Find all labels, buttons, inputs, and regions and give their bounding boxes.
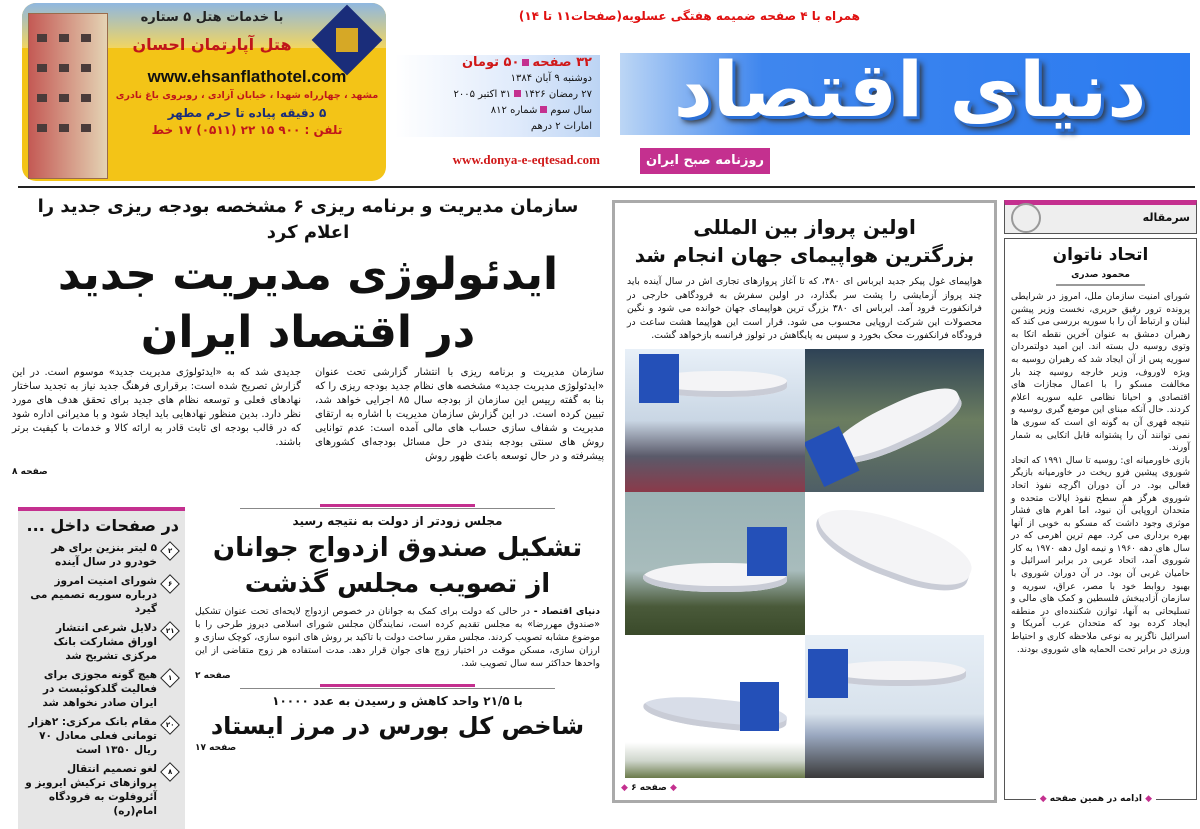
editorial-continued[interactable]: [1036, 793, 1156, 805]
editorial-section-label: سرمقاله: [1142, 211, 1190, 224]
airbus-page-ref-text: صفحه ۶: [631, 783, 667, 793]
lead-story: [12, 194, 604, 478]
inside-item[interactable]: [24, 715, 179, 757]
inside-item-text: ۵ لیتر بنزین برای هر خودرو در سال آینده: [51, 542, 157, 568]
inside-item[interactable]: [24, 574, 179, 616]
editorial-author: محمود صدری: [1056, 269, 1146, 286]
lead-headline-line-2: در اقتصاد ایران: [140, 307, 476, 358]
editorial-title[interactable]: اتحاد ناتوان: [1052, 245, 1149, 265]
lead-headline[interactable]: [12, 246, 604, 362]
bourse-page-ref[interactable]: صفحه ۱۷: [195, 743, 237, 753]
bullet-square-icon: [514, 90, 521, 97]
globe-icon: [1011, 203, 1041, 233]
marriage-page-ref[interactable]: صفحه ۲: [195, 671, 231, 681]
bullet-square-icon: [522, 59, 529, 66]
supplement-note: همراه با ۴ صفحه ضمیمه هفتگی عسلویه(صفحات۱۱ تا ۱۴): [518, 9, 860, 23]
inside-item-text: دلایل شرعی انتشار اوراق مشارکت بانک مرکزی تشریح شد: [53, 622, 157, 662]
ad-text: [114, 9, 380, 139]
bourse-headline[interactable]: شاخص کل بورس در مرز ایستاد: [210, 712, 585, 740]
hotel-advertisement[interactable]: [22, 3, 386, 181]
page-diamond-icon: [160, 715, 180, 735]
photo-a380-landing[interactable]: [625, 635, 805, 778]
bourse-kicker: با ۲۱/۵ واحد کاهش و رسیدن به عدد ۱۰۰۰۰: [272, 694, 523, 708]
airbus-body: هواپیمای غول پیکر جدید ایرباس ای ۳۸۰، که تا آغاز پروازهای تجاری اش در سال آینده باید چند پرواز آزمایشی را پشت سر بگذارد، در اولین سفرش به فرودگاهی خارجی در فرانکفورت فرود آمد. ایرباس ای ۳۸۰ بزرگ ترین هواپیمای جهان خوانده می شود و نگین محصولات این شرکت اروپایی محسوب می شود. قرار است این هواپیما هشت ساعت در فرودگاه فرانکفورت محک بخورد و سپس به پایگاهش در تولوز فرانسه بازخواهد گشت.: [627, 276, 982, 341]
airbus-photo-grid: [625, 349, 984, 779]
continued-text: ادامه در همین صفحه: [1049, 794, 1142, 804]
airbus-story: [612, 200, 997, 803]
photo-a380-on-runway[interactable]: [625, 492, 805, 635]
diamond-icon: ◆: [1039, 794, 1047, 804]
story-source: دنیای اقتصاد -: [533, 606, 600, 617]
page-count: ۳۲ صفحه: [532, 55, 592, 70]
editorial-paragraph: بازی خاورمیانه ای: روسیه تا سال ۱۹۹۱ که اتحاد شوروی پیشین فرو ریخت در خاورمیانه بازیگر فعالی بود. در آن دوران اگرچه نفوذ اتحاد شوروی هرگز هم سطح نفوذ ایالات متحده و متحدان اروپایی آن نبود، اما اهرم های فشار موثری وجود داشت که مسکو به خوبی از آنها بهره برداری می کرد. مهم ترین اهرمی که در سال های دهه ۱۹۶۰ و نیمه اول دهه ۱۹۷۰ به کار شوروی آمد، اتحاد عربی در برابر اسرائیل و حامیان غربی آن بود. در آن دوران شوروی با بهبود روابط خود با مصر، عراق، سوریه و سازمان آزادیبخش فلسطین و کمک های مالی و تسلیحاتی به آنها، توازن شکننده‌ای در منطقه ایجاد کرده بود که متحدان عرب آمریکا و اسرائیل ناگزیر به نوعی ملاحظه کاری و احتیاط ورزی در برابر تحت الحمایه های شوروی بودند.: [1011, 455, 1190, 655]
diamond-icon: ◆: [1145, 794, 1152, 804]
photo-a380-climbing-over-fields[interactable]: [805, 349, 985, 492]
inside-item[interactable]: [24, 668, 179, 710]
photo-a380-takeoff-crowd[interactable]: [625, 349, 805, 492]
page-diamond-icon: [160, 541, 180, 561]
page-diamond-icon: [160, 668, 180, 688]
ad-url: www.ehsanflathotel.com: [147, 67, 347, 86]
uae-price: امارات ۲ درهم: [530, 121, 592, 132]
page-number: ۲: [167, 547, 173, 555]
ad-distance: ۵ دقیقه پیاده تا حرم مطهر: [167, 106, 327, 120]
marriage-kicker: مجلس زودتر از دولت به نتیجه رسید: [292, 514, 503, 528]
date-hijri: ۲۷ رمضان ۱۴۲۶: [524, 89, 592, 100]
editorial-column: [1004, 200, 1197, 805]
diamond-icon: ◆: [621, 783, 628, 793]
section-divider: [240, 684, 555, 692]
issue-info: [395, 55, 600, 137]
hotel-building-image: [28, 13, 108, 179]
airbus-headline-line-2: بزرگترین هواپیمای جهان انجام شد: [634, 243, 975, 267]
page-number: ۲۰: [165, 721, 175, 730]
page-number: ۸: [167, 768, 173, 776]
marriage-body: [195, 605, 600, 670]
inside-item[interactable]: [24, 621, 179, 663]
page-number: ۶: [167, 580, 173, 588]
airbus-headline-line-1: اولین پرواز بین المللی: [693, 215, 916, 239]
page-number: ۲۱: [165, 627, 175, 636]
price: ۵۰ تومان: [461, 55, 520, 70]
photo-a380-flyover-crowd[interactable]: [805, 635, 985, 778]
inside-pages-box: [18, 507, 185, 829]
date-persian: دوشنبه ۹ آبان ۱۳۸۴: [510, 73, 592, 84]
lead-kicker: سازمان مدیریت و برنامه ریزی ۶ مشخصه بودجه ریزی جدید را اعلام کرد: [37, 196, 579, 243]
editorial-body: [1011, 291, 1190, 656]
lead-headline-line-1: ایدئولوژی مدیریت جدید: [57, 249, 559, 300]
year: سال سوم: [550, 105, 592, 116]
marriage-headline-line-1: تشکیل صندوق ازدواج جوانان: [212, 533, 583, 563]
bullet-square-icon: [540, 106, 547, 113]
inside-item-text: مقام بانک مرکزی: ۲هزار تومانی فعلی معادل ۷۰ ریال ۱۳۵۰ است: [28, 716, 157, 756]
lead-page-ref[interactable]: صفحه ۸: [12, 467, 48, 477]
inside-item-text: لغو تصمیم انتقال پروازهای ترکیش ایرویز و آئروفلوت به فرودگاه امام(ره): [25, 763, 157, 817]
website-link[interactable]: www.donya-e-eqtesad.com: [452, 152, 600, 167]
inside-item-text: هیچ گونه مجوزی برای فعالیت گلدکوئیست در ایران صادر نخواهد شد: [42, 669, 157, 709]
ad-slogan: با خدمات هتل ۵ ستاره: [140, 10, 284, 25]
inside-item[interactable]: [24, 762, 179, 818]
lead-body: [12, 366, 604, 464]
masthead-divider: [18, 186, 1195, 188]
page-diamond-icon: [160, 762, 180, 782]
airbus-headline[interactable]: [621, 213, 988, 269]
page-diamond-icon: [160, 621, 180, 641]
inside-item-text: شورای امنیت امروز درباره سوریه تصمیم می گیرد: [30, 575, 157, 615]
editorial-box: [1004, 238, 1197, 804]
editorial-header: [1004, 200, 1197, 234]
editorial-paragraph: شورای امنیت سازمان ملل، امروز در شرایطی پرونده ترور رفیق حریری، نخست وزیر پیشین لبنان و ارتباط آن را با سوریه بررسی می کند که رهبران دمشق به عنوان آخرین نقطه اتکا به وتوی روسیه دل بسته اند. این امید دولتمردان سوریه پس از آن ایجاد شد که رهبران روسیه به ویژه لاوروف، وزیر خارجه روسیه چند بار مخالفت مسکو را با اعمال مجازات های اقتصادی و احیانا نظامی علیه سوریه اعلام کردند. حال آنکه مبنای این موضع گیری روسیه و نتیجه قهری آن به گونه ای است که سوری ها نمی توانند آن را پشتوانه قابل اتکایی به شمار آورند.: [1011, 292, 1190, 454]
lead-body-column-1: سازمان مدیریت و برنامه ریزی با انتشار گزارشی تحت عنوان «ایدئولوژی مدیریت جدید» مشخصه های نظام جدید بودجه ریزی را که بنا به گفته رییس این سازمان از بودجه سال ۸۵ اجرایی خواهد شد، تبیین کرده است. در این گزارش سازمان مدیریت با اشاره به ارتقای مدیریت و شفاف سازی حساب های مالی آمده است: عدم توانایی روش های سنتی بودجه بندی در حل مسائل بودجه‌ای کشورهای پیشرفته و در حال توسعه باعث ظهور روش: [315, 367, 604, 462]
section-divider: [240, 504, 555, 512]
tagline-badge: روزنامه صبح ایران: [640, 148, 770, 174]
page-number: ۱: [167, 674, 173, 682]
date-gregorian: ۳۱ اکتبر ۲۰۰۵: [453, 89, 512, 100]
middle-stories: [195, 504, 600, 754]
inside-item[interactable]: [24, 541, 179, 569]
newspaper-logo[interactable]: دنیای اقتصاد: [673, 45, 1147, 134]
lead-body-column-2: جدیدی شد که به «ایدئولوژی مدیریت جدید» موسوم است. در این گزارش تصریح شده است: برقراری فرهنگ جدید نیاز به تجدید ساختار نهادهای فعلی و توسعه نظام های جدید برای تحقق هدف های مورد نظر دارد. بدین منظور نهادهایی باید ایجاد شود و با مدیرانی اداره شود که در قالب بودجه ای ثابت قادر به ارائه کالا و خدمات با کیفیت برتر باشند.: [12, 367, 301, 448]
page-diamond-icon: [160, 574, 180, 594]
marriage-body-text: در حالی که دولت برای کمک به جوانان در خصوص ازدواج لایحه‌ای تحت عنوان تشکیل «صندوق مهررضا» به مجلس تقدیم کرده است، نمایندگان مجلس شورای اسلامی دیروز طرحی را با موضوع مشابه تصویب کردند. مجلس مقرر ساخت دولت با تاکید بر روش های انبوه سازی، کوچک سازی و ارزان سازی، مسکن موقت در اختیار زوج های جوان قرار دهد. مدت استفاده هر زوج متقاضی از این واحدها حداکثر سه سال تصویب شد.: [195, 606, 600, 669]
marriage-headline-line-2: از تصویب مجلس گذشت: [244, 569, 551, 599]
airbus-page-ref[interactable]: [621, 782, 988, 794]
marriage-headline[interactable]: [195, 530, 600, 602]
ad-address: مشهد ، چهارراه شهدا ، خیابان آزادی ، روبروی باغ نادری: [115, 90, 379, 101]
diamond-icon: ◆: [669, 783, 677, 793]
issue-number: شماره ۸۱۲: [490, 105, 538, 116]
photo-a380-airbus-closeup[interactable]: [805, 492, 985, 635]
inside-pages-title: در صفحات داخل ...: [26, 516, 179, 535]
ad-phone: تلفن : ۹۰۰ ۱۵ ۲۲ (۰۵۱۱) ۱۷ خط: [151, 123, 343, 137]
ad-hotel-name: هتل آپارتمان احسان: [132, 35, 292, 54]
